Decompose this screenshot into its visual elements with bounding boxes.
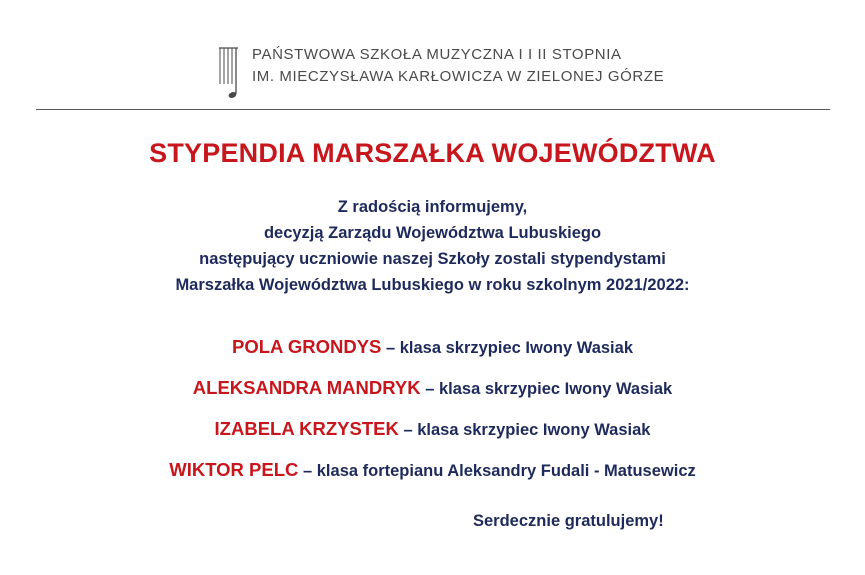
student-name: WIKTOR PELC: [169, 459, 299, 480]
closing-text: Serdecznie gratulujemy!: [473, 512, 664, 530]
school-name: [252, 44, 664, 88]
header-divider: [36, 109, 830, 110]
student-name: POLA GRONDYS: [232, 336, 382, 357]
student-class: – klasa skrzypiec Iwony Wasiak: [420, 380, 673, 398]
school-header: [218, 42, 678, 102]
page-title: STYPENDIA MARSZAŁKA WOJEWÓDZTWA: [149, 138, 716, 168]
list-item: [0, 374, 865, 415]
list-item: [0, 415, 865, 456]
intro-text: [0, 194, 865, 298]
student-class: – klasa fortepianu Aleksandry Fudali - Matusewicz: [298, 462, 696, 480]
intro-line: Z radością informujemy,: [337, 198, 528, 216]
student-class: – klasa skrzypiec Iwony Wasiak: [381, 339, 633, 357]
student-name: ALEKSANDRA MANDRYK: [192, 377, 421, 398]
school-name-line1: PAŃSTWOWA SZKOŁA MUZYCZNA I I II STOPNIA: [252, 46, 622, 63]
list-item: [0, 333, 865, 374]
list-item: [0, 456, 865, 497]
music-note-staff-icon: [218, 44, 242, 100]
school-name-line2: IM. MIECZYSŁAWA KARŁOWICZA W ZIELONEJ GÓRZE: [252, 68, 665, 85]
student-class: – klasa skrzypiec Iwony Wasiak: [398, 421, 651, 439]
student-list: [0, 333, 865, 497]
student-name: IZABELA KRZYSTEK: [214, 418, 399, 439]
intro-line: decyzją Zarządu Województwa Lubuskiego: [263, 224, 602, 242]
intro-line: następujący uczniowie naszej Szkoły zostali stypendystami: [199, 250, 666, 268]
intro-line: Marszałka Województwa Lubuskiego w roku szkolnym 2021/2022:: [175, 276, 690, 294]
